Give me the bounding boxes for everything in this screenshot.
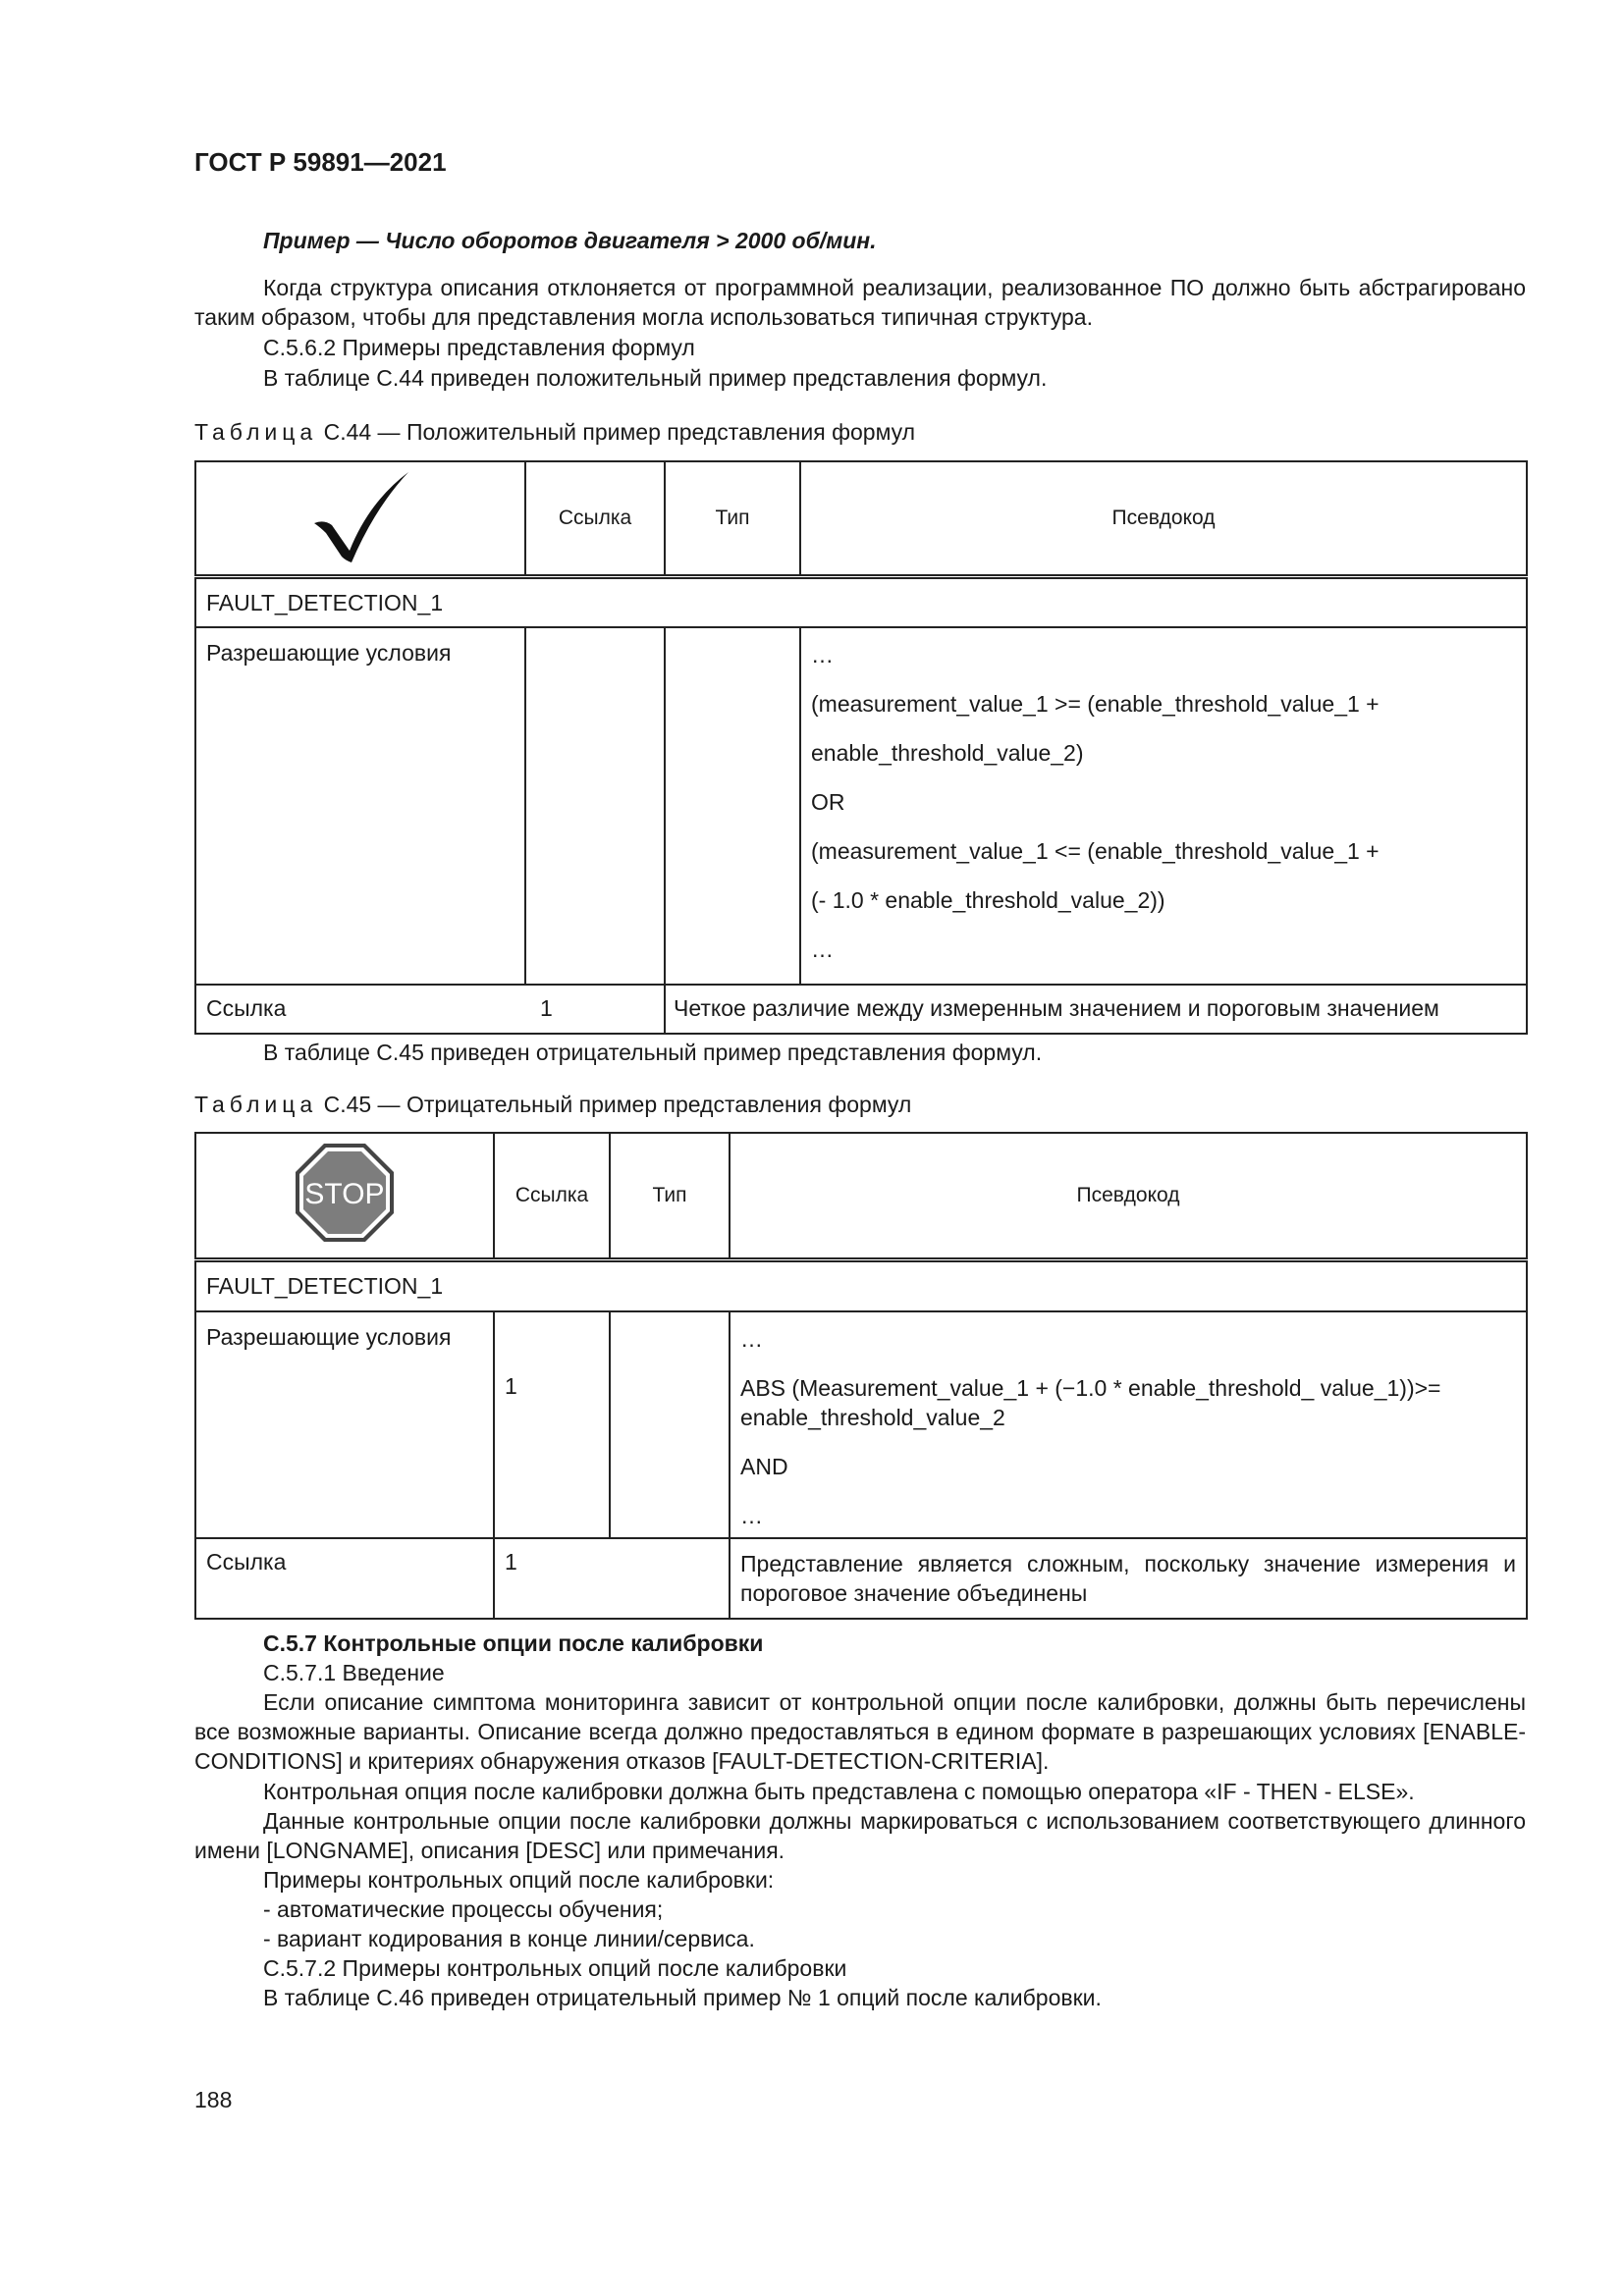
pseudocode-cell	[800, 627, 1527, 985]
code-line: …	[740, 1326, 763, 1352]
caption-text: С.45 — Отрицательный пример представления формул	[323, 1092, 912, 1117]
paragraph: В таблице С.45 приведен отрицательный пример представления формул.	[263, 1040, 1043, 1065]
column-header-type: Тип	[665, 461, 800, 576]
code-line: …	[740, 1503, 763, 1528]
row-label-cell: Разрешающие условия	[195, 1311, 494, 1538]
paragraph: В таблице С.44 приведен положительный пример представления формул.	[263, 365, 1048, 391]
column-header-ref: Ссылка	[494, 1133, 610, 1259]
table-c44	[194, 460, 1528, 1035]
row-label-cell: Разрешающие условия	[195, 627, 525, 985]
column-header-ref: Ссылка	[525, 461, 665, 576]
list-item: - вариант кодирования в конце линии/сервиса.	[263, 1926, 755, 1951]
checkmark-icon	[306, 466, 414, 564]
section-row: FAULT_DETECTION_1	[195, 576, 1527, 627]
code-line: (measurement_value_1 >= (enable_threshold_value_1 +	[811, 691, 1380, 717]
page-number: 188	[194, 2087, 233, 2112]
stop-sign-text: STOP	[304, 1177, 385, 1210]
code-line: AND	[740, 1454, 788, 1479]
ref-label-cell	[195, 985, 665, 1034]
subsection-heading: С.5.7.1 Введение	[263, 1660, 445, 1685]
document-header: ГОСТ Р 59891—2021	[194, 147, 447, 177]
ref-label-cell: Ссылка	[195, 1538, 494, 1619]
ref-description: Четкое различие между измеренным значением и пороговым значением	[665, 985, 1527, 1034]
code-line: enable_threshold_value_2)	[811, 740, 1084, 766]
paragraph: В таблице С.46 приведен отрицательный пример № 1 опций после калибровки.	[263, 1985, 1102, 2010]
ref-cell: 1	[494, 1311, 610, 1538]
paragraph: Примеры контрольных опций после калибровки:	[263, 1867, 775, 1893]
ref-number: 1	[540, 995, 553, 1021]
column-header-pseudocode: Псевдокод	[730, 1133, 1527, 1259]
table-caption	[194, 417, 915, 447]
type-cell	[665, 627, 800, 985]
ref-cell	[525, 627, 665, 985]
caption-label: Таблица	[194, 1092, 318, 1117]
column-header-type: Тип	[610, 1133, 730, 1259]
code-line: …	[811, 936, 834, 962]
code-line: (- 1.0 * enable_threshold_value_2))	[811, 887, 1165, 913]
column-header-pseudocode: Псевдокод	[800, 461, 1527, 576]
table-c45	[194, 1132, 1528, 1620]
code-line: OR	[811, 789, 845, 815]
type-cell	[610, 1311, 730, 1538]
code-line: …	[811, 642, 834, 667]
pseudocode-cell	[730, 1311, 1527, 1538]
caption-text: С.44 — Положительный пример представления формул	[323, 419, 916, 445]
paragraph: Данные контрольные опции после калибровки должны маркироваться с использованием соответствующего длинного имени [LONGNAME], описания [DESC] или примечания.	[194, 1808, 1526, 1863]
code-line: (measurement_value_1 <= (enable_threshold_value_1 +	[811, 838, 1380, 864]
section-title: С.5.7 Контрольные опции после калибровки	[263, 1630, 764, 1656]
ref-label: Ссылка	[206, 995, 287, 1021]
table-caption	[194, 1090, 911, 1119]
paragraph: Контрольная опция после калибровки должна быть представлена с помощью оператора «IF - THEN - ELSE».	[263, 1779, 1415, 1804]
stop-sign-icon	[294, 1142, 396, 1244]
section-row: FAULT_DETECTION_1	[195, 1259, 1527, 1311]
caption-label: Таблица	[194, 419, 318, 445]
paragraph: Когда структура описания отклоняется от программной реализации, реализованное ПО должно быть абстрагировано таким образом, чтобы для представления могла использоваться типичная структура.	[194, 275, 1526, 330]
subsection-heading: С.5.6.2 Примеры представления формул	[263, 335, 695, 360]
ref-description: Представление является сложным, поскольку значение измерения и пороговое значение объединены	[730, 1538, 1527, 1619]
example-line: Пример — Число оборотов двигателя > 2000 об/мин.	[263, 228, 877, 253]
header-cell-icon	[195, 461, 525, 576]
ref-number: 1	[494, 1538, 730, 1619]
code-line: ABS (Measurement_value_1 + (−1.0 * enable_threshold_ value_1))>= enable_threshold_value_2	[740, 1375, 1441, 1430]
header-cell-icon	[195, 1133, 494, 1259]
paragraph: Если описание симптома мониторинга зависит от контрольной опции после калибровки, должны быть перечислены все возможные варианты. Описание всегда должно предоставляться в едином формате в разрешающих условиях [ENABLE-CONDITIONS] и критериях обнаружения отказов [FAULT-DETECTION-CRITERIA].	[194, 1689, 1526, 1774]
subsection-heading: С.5.7.2 Примеры контрольных опций после калибровки	[263, 1955, 847, 1981]
list-item: - автоматические процессы обучения;	[263, 1896, 664, 1922]
